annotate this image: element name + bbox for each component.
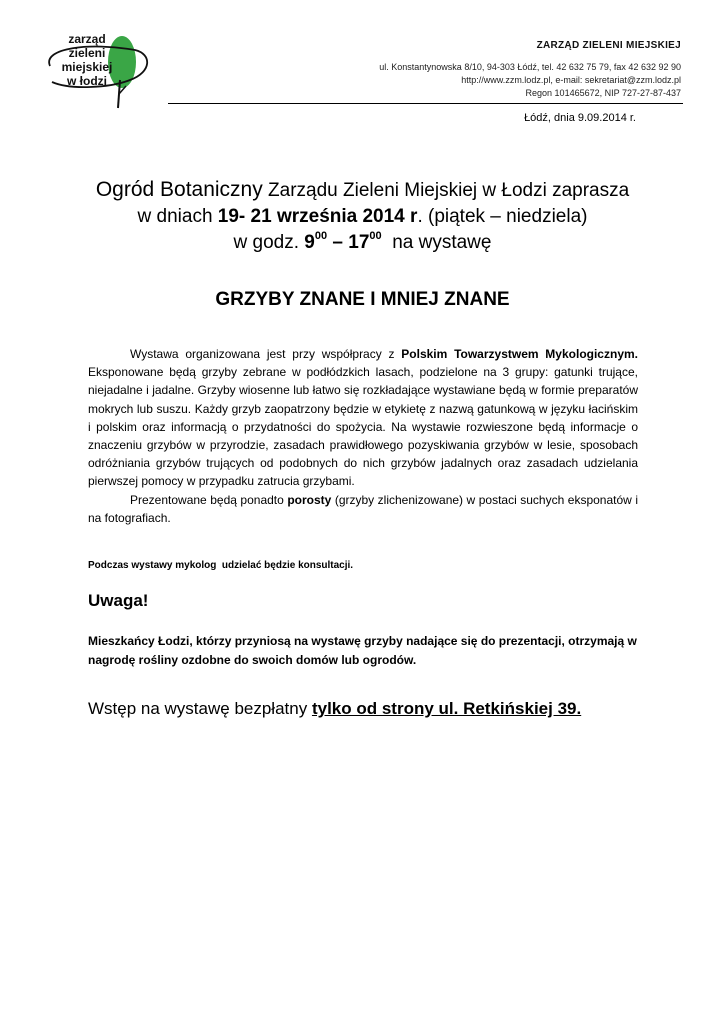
partner-name: Polskim Towarzystwem Mykologicznym. xyxy=(401,347,638,361)
invitation-host: Zarządu Zieleni Miejskiej w Łodzi zaprasza xyxy=(262,180,630,201)
p1-intro: Wystawa organizowana jest przy współpracy z xyxy=(130,347,402,361)
address-line: ul. Konstantynowska 8/10, 94-303 Łódź, tel. 42 632 75 79, fax 42 632 92 90 xyxy=(379,62,681,72)
contact-block xyxy=(261,61,681,100)
paragraph-2 xyxy=(88,491,638,527)
invitation xyxy=(60,177,665,256)
org-name: ZARZĄD ZIELENI MIEJSKIEJ xyxy=(536,40,681,51)
web-email-line: http://www.zzm.lodz.pl, e-mail: sekretariat@zzm.lodz.pl xyxy=(461,75,681,85)
lichens-term: porosty xyxy=(287,492,332,507)
notice-heading: Uwaga! xyxy=(88,591,149,610)
entry-info xyxy=(88,699,581,719)
p1-details: Eksponowane będą grzyby zebrane w podłódzkich lasach, podzielone na 3 grupy: gatunki trujące, niejadalne i jadalne. Grzyby wiosenne lub łatwo się rozkładające wystawiane będą w formie preparatów mokrych lub suszu. Każdy grzyb zaopatrzony będzie w etykietę z nazwą gatunkową w języku łacińskim i polskim oraz informacją o przydatności do spożycia. Na wystawie rozwieszone będą informacje o znaczeniu grzybów w przyrodzie, zasadach prawidłowego pozyskiwania grzybów w lesie, sposobach odróżniania grzybów trujących od podobnych do nich grzybów jadalnych oraz zasadach udzielania pierwszej pomocy w przypadku zatrucia grzybami. xyxy=(88,365,638,489)
end-hour: 17 xyxy=(348,232,370,253)
entry-prefix: Wstęp na wystawę bezpłatny xyxy=(88,699,312,718)
start-minutes: 00 xyxy=(314,230,328,242)
paragraph-1 xyxy=(88,345,638,491)
entrance-location: tylko od strony ul. Retkińskiej 39. xyxy=(311,699,582,718)
start-hour: 9 xyxy=(304,232,315,253)
p2-details: (grzyby zlichenizowane) w postaci suchych eksponatów i na fotografiach. xyxy=(88,492,638,525)
logo-line-3: miejskiej xyxy=(61,60,113,74)
exhibition-dates: 19- 21 września 2014 r xyxy=(217,206,418,227)
document-date: Łódź, dnia 9.09.2014 r. xyxy=(524,112,636,124)
logo-line-4: w łodzi xyxy=(67,74,107,88)
logo-line-2: zieleni xyxy=(68,46,106,60)
exhibition-title: GRZYBY ZNANE I MNIEJ ZNANE xyxy=(215,289,510,310)
time-separator: – xyxy=(327,232,349,253)
description xyxy=(88,345,638,527)
logo-line-1: zarząd xyxy=(68,32,106,46)
invitation-line-3 xyxy=(60,230,665,256)
invitation-line-2 xyxy=(60,204,665,230)
garden-name: Ogród Botaniczny xyxy=(95,178,263,201)
hours-suffix: na wystawę xyxy=(381,232,492,253)
logo-wordmark xyxy=(44,32,130,88)
header-divider xyxy=(168,103,683,104)
invitation-line-1 xyxy=(60,177,665,204)
p2-intro: Prezentowane będą ponadto xyxy=(130,492,288,507)
hours-prefix: w godz. xyxy=(233,232,305,253)
zzm-logo xyxy=(40,28,150,110)
consultation-note: Podczas wystawy mykolog udzielać będzie konsultacji. xyxy=(88,560,354,571)
dates-prefix: w dniach xyxy=(137,206,218,227)
registry-line: Regon 101465672, NIP 727-27-87-437 xyxy=(525,88,681,98)
end-minutes: 00 xyxy=(369,230,382,242)
weekdays: . (piątek – niedziela) xyxy=(417,206,588,227)
residents-note: Mieszkańcy Łodzi, którzy przyniosą na wystawę grzyby nadające się do prezentacji, otrzymają w nagrodę rośliny ozdobne do swoich domów lub ogrodów. xyxy=(88,634,637,667)
